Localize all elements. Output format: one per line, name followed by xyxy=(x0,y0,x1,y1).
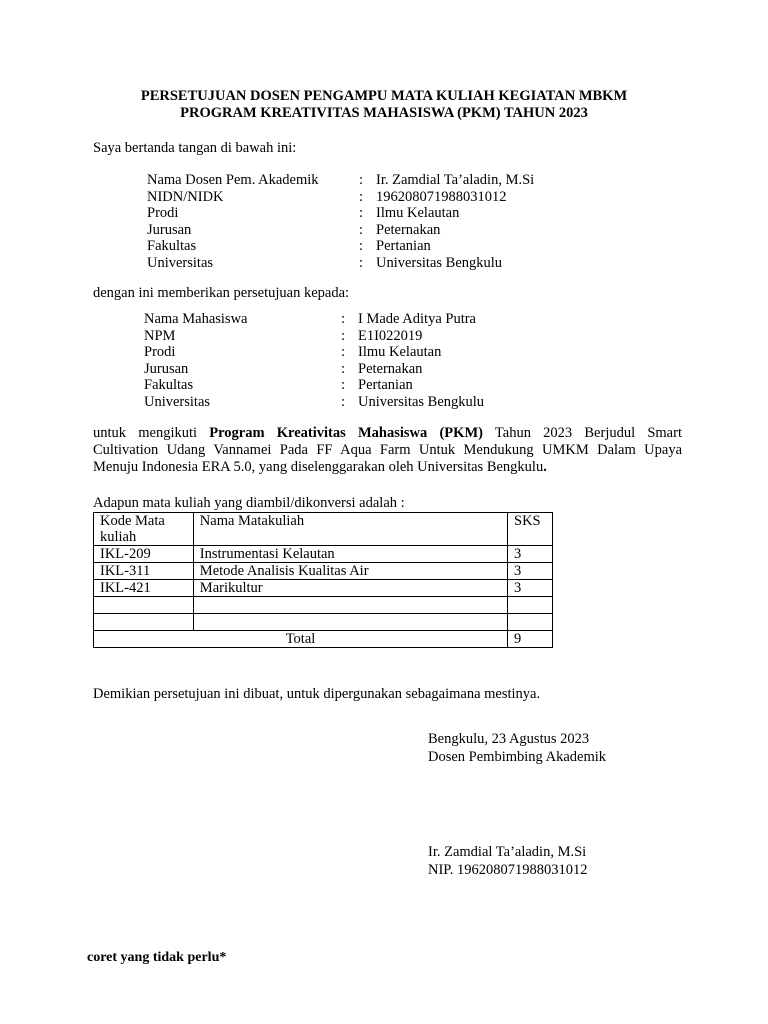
table-total-row xyxy=(94,631,553,648)
course-code xyxy=(94,597,194,614)
field-label: NPM xyxy=(144,327,176,344)
field-label: Universitas xyxy=(147,254,214,271)
course-name: Instrumentasi Kelautan xyxy=(193,546,507,563)
course-sks: 3 xyxy=(508,546,553,563)
lecturer-universitas-value: Universitas Bengkulu xyxy=(376,254,503,271)
lecturer-nidn-value: 196208071988031012 xyxy=(376,188,507,205)
colon: : xyxy=(359,254,364,271)
colon: : xyxy=(359,188,364,205)
header-name: Nama Matakuliah xyxy=(193,513,507,546)
purpose-line-1 xyxy=(93,425,682,442)
course-sks: 3 xyxy=(508,563,553,580)
header-code-line1: Kode Mata xyxy=(100,513,165,529)
lecturer-prodi-value: Ilmu Kelautan xyxy=(376,205,460,221)
header-code-line2: kuliah xyxy=(100,529,137,545)
course-name: Metode Analisis Kualitas Air xyxy=(193,563,507,580)
field-label: Nama Dosen Pem. Akademik xyxy=(147,172,319,188)
purpose-paragraph xyxy=(93,425,682,476)
colon: : xyxy=(359,205,364,221)
table-row xyxy=(94,614,553,631)
course-code: IKL-209 xyxy=(94,546,194,563)
purpose-line-3 xyxy=(93,459,682,476)
total-label: Total xyxy=(94,631,508,648)
course-name xyxy=(193,614,507,631)
course-name xyxy=(193,597,507,614)
student-npm-value: E1I022019 xyxy=(358,327,423,344)
signature-nip: NIP. 196208071988031012 xyxy=(428,862,588,878)
colon: : xyxy=(359,238,364,254)
total-value: 9 xyxy=(508,631,553,648)
field-label: Fakultas xyxy=(147,238,197,254)
purpose-line-2: Cultivation Udang Vannamei Pada FF Aqua Farm Untuk Mendukung UMKM Dalam Upaya xyxy=(93,442,682,458)
field-label: Prodi xyxy=(144,344,176,360)
course-code xyxy=(94,614,194,631)
table-row xyxy=(94,597,553,614)
footnote: coret yang tidak perlu* xyxy=(87,950,227,965)
header-sks: SKS xyxy=(508,513,553,546)
lecturer-jurusan-value: Peternakan xyxy=(376,221,441,238)
purpose-prefix: untuk mengikuti xyxy=(93,425,198,441)
table-row xyxy=(94,563,553,580)
colon: : xyxy=(359,221,364,238)
student-universitas-value: Universitas Bengkulu xyxy=(358,393,485,410)
course-code: IKL-311 xyxy=(94,563,194,580)
course-sks xyxy=(508,614,553,631)
student-prodi-value: Ilmu Kelautan xyxy=(358,344,442,360)
table-row xyxy=(94,546,553,563)
field-label: NIDN/NIDK xyxy=(147,188,224,205)
colon: : xyxy=(341,327,346,344)
courses-table xyxy=(93,512,553,648)
course-sks xyxy=(508,597,553,614)
lecturer-fakultas-value: Pertanian xyxy=(376,238,431,254)
field-label: Fakultas xyxy=(144,377,194,393)
colon: : xyxy=(341,393,346,410)
course-name: Marikultur xyxy=(193,580,507,597)
courses-intro: Adapun mata kuliah yang diambil/dikonversi adalah : xyxy=(93,495,405,511)
colon: : xyxy=(359,172,364,188)
colon: : xyxy=(341,344,346,360)
purpose-line3-text: Menuju Indonesia ERA 5.0, yang diselenggarakan oleh Universitas Bengkulu xyxy=(93,459,544,475)
document-title-line1: PERSETUJUAN DOSEN PENGAMPU MATA KULIAH KEGIATAN MBKM xyxy=(140,88,628,104)
colon: : xyxy=(341,377,346,393)
document-title-line2: PROGRAM KREATIVITAS MAHASISWA (PKM) TAHUN 2023 xyxy=(180,105,588,121)
course-code: IKL-421 xyxy=(94,580,194,597)
field-label: Jurusan xyxy=(147,221,192,238)
field-label: Universitas xyxy=(144,393,211,410)
colon: : xyxy=(341,311,346,327)
lecturer-name-value: Ir. Zamdial Ta’aladin, M.Si xyxy=(376,172,535,188)
consent-text: dengan ini memberikan persetujuan kepada: xyxy=(93,285,350,301)
purpose-line3-end: . xyxy=(543,459,547,475)
program-name: Program Kreativitas Mahasiswa (PKM) xyxy=(209,425,483,441)
student-fakultas-value: Pertanian xyxy=(358,377,413,393)
signature-place-date: Bengkulu, 23 Agustus 2023 xyxy=(428,731,590,747)
colon: : xyxy=(341,360,346,377)
intro-text: Saya bertanda tangan di bawah ini: xyxy=(93,140,297,156)
header-code xyxy=(94,513,194,546)
field-label: Nama Mahasiswa xyxy=(144,311,248,327)
student-name-value: I Made Aditya Putra xyxy=(358,311,476,327)
student-jurusan-value: Peternakan xyxy=(358,360,423,377)
course-sks: 3 xyxy=(508,580,553,597)
field-label: Jurusan xyxy=(144,360,189,377)
table-header-row xyxy=(94,513,553,546)
closing-text: Demikian persetujuan ini dibuat, untuk dipergunakan sebagaimana mestinya. xyxy=(93,686,541,702)
purpose-line1-rest: Tahun 2023 Berjudul Smart xyxy=(494,425,682,441)
field-label: Prodi xyxy=(147,205,179,221)
signature-name: Ir. Zamdial Ta’aladin, M.Si xyxy=(428,844,587,860)
table-row xyxy=(94,580,553,597)
signature-role: Dosen Pembimbing Akademik xyxy=(428,749,607,765)
